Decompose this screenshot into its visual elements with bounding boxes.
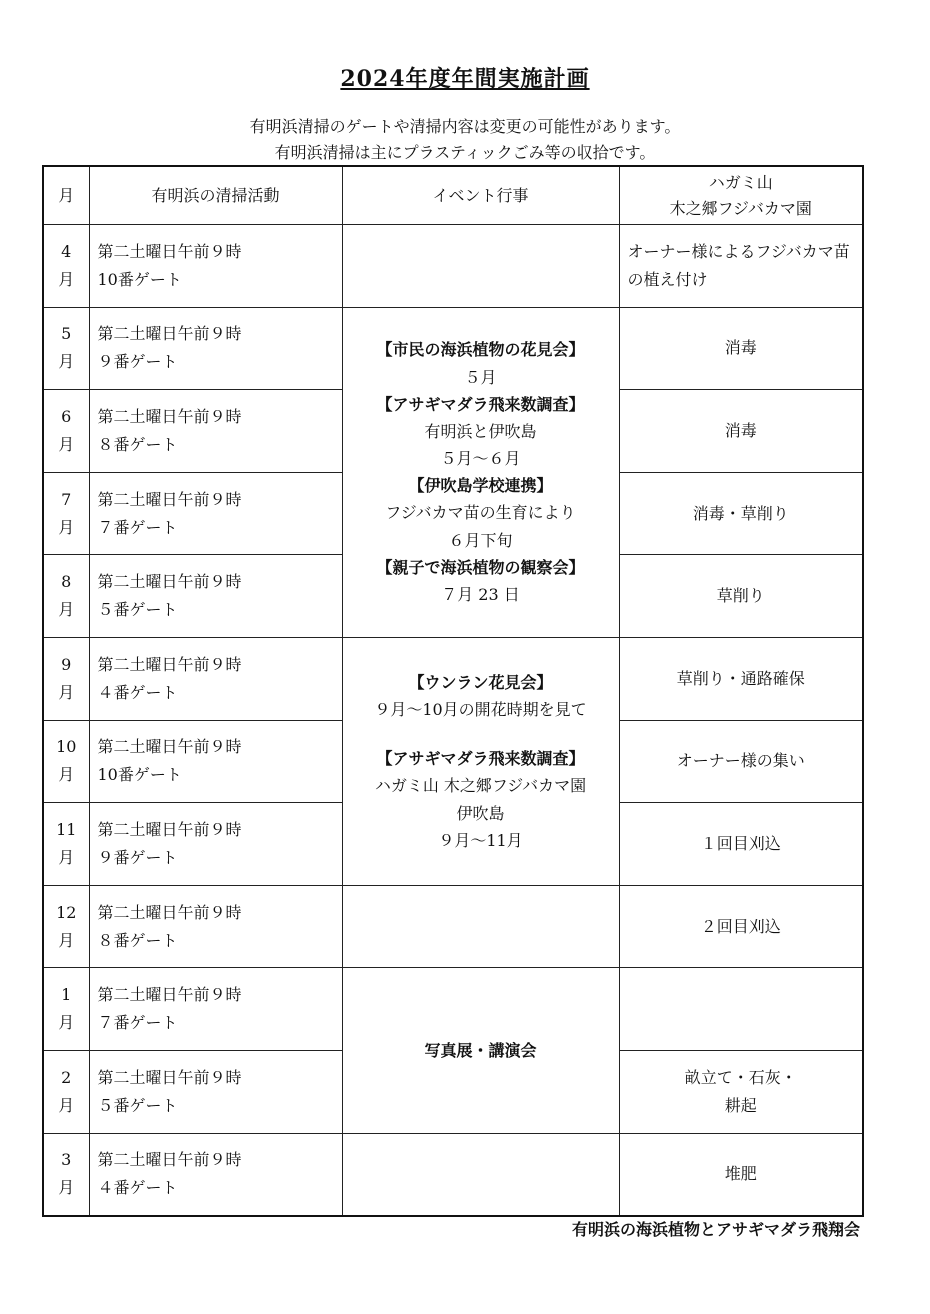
- table-row: [43, 968, 863, 1051]
- cleaning-gate: ９番ゲート: [97, 352, 178, 372]
- event-title: 【親子で海浜植物の観察会】: [376, 557, 585, 577]
- event-cell-empty: [342, 1133, 619, 1216]
- event-date: ７月 23 日: [441, 585, 520, 605]
- event-note: ９月～10月の開花時期を見て: [374, 699, 587, 719]
- hagami-cell: 消毒・草削り: [619, 472, 863, 555]
- hagami-cell: 草削り・通路確保: [619, 637, 863, 720]
- month-cell: [43, 968, 89, 1051]
- cleaning-time: 第二土曜日午前９時: [97, 489, 242, 509]
- header-month: 月: [43, 166, 89, 225]
- header-hagami: [619, 166, 863, 225]
- cleaning-time: 第二土曜日午前９時: [97, 902, 242, 922]
- event-date: ５月～６月: [440, 449, 521, 469]
- cleaning-time: 第二土曜日午前９時: [97, 324, 242, 344]
- month-unit: 月: [58, 434, 75, 454]
- event-place: 伊吹島: [456, 803, 505, 823]
- table-row: [43, 885, 863, 968]
- month-number: 8: [61, 572, 72, 592]
- cleaning-cell: [89, 307, 342, 390]
- hagami-cell: オーナー様の集い: [619, 720, 863, 803]
- month-unit: 月: [58, 600, 75, 620]
- month-cell: [43, 1133, 89, 1216]
- cleaning-cell: [89, 968, 342, 1051]
- table-row: [43, 1133, 863, 1216]
- hagami-cell: １回目刈込: [619, 803, 863, 886]
- month-cell: [43, 637, 89, 720]
- header-hagami-line-2: 木之郷フジバカマ園: [669, 198, 812, 218]
- cleaning-gate: ５番ゲート: [97, 1095, 178, 1115]
- event-title: 【アサギマダラ飛来数調査】: [376, 394, 585, 414]
- month-cell: [43, 803, 89, 886]
- hagami-cell: 堆肥: [619, 1133, 863, 1216]
- hagami-cell: ２回目刈込: [619, 885, 863, 968]
- cleaning-time: 第二土曜日午前９時: [97, 985, 242, 1005]
- table-row: [43, 225, 863, 308]
- cleaning-time: 第二土曜日午前９時: [97, 654, 242, 674]
- cleaning-gate: ８番ゲート: [97, 930, 178, 950]
- cleaning-cell: [89, 1050, 342, 1133]
- cleaning-gate: ８番ゲート: [97, 434, 178, 454]
- month-unit: 月: [58, 1013, 75, 1033]
- cleaning-cell: [89, 720, 342, 803]
- event-cell-spring-summer: [342, 307, 619, 637]
- month-cell: [43, 720, 89, 803]
- month-unit: 月: [58, 847, 75, 867]
- cleaning-gate: 10番ゲート: [97, 765, 182, 785]
- cleaning-time: 第二土曜日午前９時: [97, 1150, 242, 1170]
- event-spacer: [343, 723, 619, 745]
- cleaning-time: 第二土曜日午前９時: [97, 572, 242, 592]
- hagami-cell: 消毒: [619, 307, 863, 390]
- cleaning-gate: ９番ゲート: [97, 847, 178, 867]
- event-title: 【アサギマダラ飛来数調査】: [376, 749, 585, 769]
- month-unit: 月: [58, 1178, 75, 1198]
- cleaning-gate: ５番ゲート: [97, 600, 178, 620]
- cleaning-cell: [89, 555, 342, 638]
- cleaning-time: 第二土曜日午前９時: [97, 819, 242, 839]
- annual-plan-table: [42, 165, 864, 1217]
- month-unit: 月: [58, 517, 75, 537]
- month-unit: 月: [58, 352, 75, 372]
- cleaning-gate: ４番ゲート: [97, 1178, 178, 1198]
- month-number: 4: [61, 241, 72, 261]
- cleaning-cell: [89, 637, 342, 720]
- event-title: 【市民の海浜植物の花見会】: [376, 340, 585, 360]
- cleaning-gate: ４番ゲート: [97, 682, 178, 702]
- month-cell: [43, 472, 89, 555]
- cleaning-gate: ７番ゲート: [97, 517, 178, 537]
- notice-line-1: 有明浜清掃のゲートや清掃内容は変更の可能性があります。: [249, 117, 681, 136]
- event-date: ５月: [464, 367, 497, 387]
- month-cell: [43, 307, 89, 390]
- month-unit: 月: [58, 930, 75, 950]
- cleaning-time: 第二土曜日午前９時: [97, 1067, 242, 1087]
- cleaning-cell: [89, 1133, 342, 1216]
- event-place: ハガミ山 木之郷フジバカマ園: [374, 776, 587, 796]
- month-cell: [43, 555, 89, 638]
- month-unit: 月: [58, 269, 75, 289]
- event-note: フジバカマ苗の生育により: [385, 503, 576, 523]
- month-unit: 月: [58, 1095, 75, 1115]
- header-hagami-line-1: ハガミ山: [708, 172, 773, 192]
- event-cell-autumn: [342, 637, 619, 885]
- month-unit: 月: [58, 682, 75, 702]
- hagami-cell: 消毒: [619, 390, 863, 473]
- event-place: 有明浜と伊吹島: [424, 421, 537, 441]
- hagami-cell: オーナー様によるフジバカマ苗の植え付け: [619, 225, 863, 308]
- cleaning-gate: ７番ゲート: [97, 1013, 178, 1033]
- month-number: 12: [56, 902, 77, 922]
- month-number: 2: [61, 1067, 72, 1087]
- cleaning-cell: [89, 225, 342, 308]
- event-cell-empty: [342, 885, 619, 968]
- event-cell-winter: [342, 968, 619, 1133]
- header-event: イベント行事: [342, 166, 619, 225]
- cleaning-cell: [89, 885, 342, 968]
- hagami-cell: [619, 968, 863, 1051]
- month-cell: [43, 1050, 89, 1133]
- event-cell-empty: [342, 225, 619, 308]
- table-row: [43, 307, 863, 390]
- month-cell: [43, 225, 89, 308]
- month-cell: [43, 390, 89, 473]
- header-cleaning: 有明浜の清掃活動: [89, 166, 342, 225]
- month-number: 10: [56, 737, 77, 757]
- event-date: ６月下旬: [448, 530, 513, 550]
- cleaning-time: 第二土曜日午前９時: [97, 737, 242, 757]
- cleaning-time: 第二土曜日午前９時: [97, 406, 242, 426]
- page-title: 2024年度年間実施計画: [340, 66, 590, 92]
- month-cell: [43, 885, 89, 968]
- cleaning-cell: [89, 390, 342, 473]
- cleaning-time: 第二土曜日午前９時: [97, 241, 242, 261]
- event-date: ９月～11月: [438, 830, 523, 850]
- header-row: [43, 166, 863, 225]
- month-number: 3: [61, 1150, 72, 1170]
- hagami-cell: 草削り: [619, 555, 863, 638]
- organization-name: 有明浜の海浜植物とアサギマダラ飛翔会: [571, 1220, 860, 1239]
- month-number: 6: [61, 406, 72, 426]
- table-row: [43, 637, 863, 720]
- event-title: 写真展・講演会: [424, 1040, 537, 1060]
- cleaning-gate: 10番ゲート: [97, 269, 182, 289]
- month-number: 11: [56, 819, 77, 839]
- event-title: 【伊吹島学校連携】: [408, 476, 553, 496]
- month-number: 9: [61, 654, 72, 674]
- month-number: 1: [61, 985, 72, 1005]
- notice-line-2: 有明浜清掃は主にプラスティックごみ等の収拾です。: [274, 143, 656, 162]
- event-title: 【ウンラン花見会】: [408, 672, 553, 692]
- cleaning-cell: [89, 472, 342, 555]
- cleaning-cell: [89, 803, 342, 886]
- month-unit: 月: [58, 765, 75, 785]
- month-number: 7: [61, 489, 72, 509]
- month-number: 5: [61, 324, 72, 344]
- hagami-cell: 畝立て・石灰・耕起: [619, 1050, 863, 1133]
